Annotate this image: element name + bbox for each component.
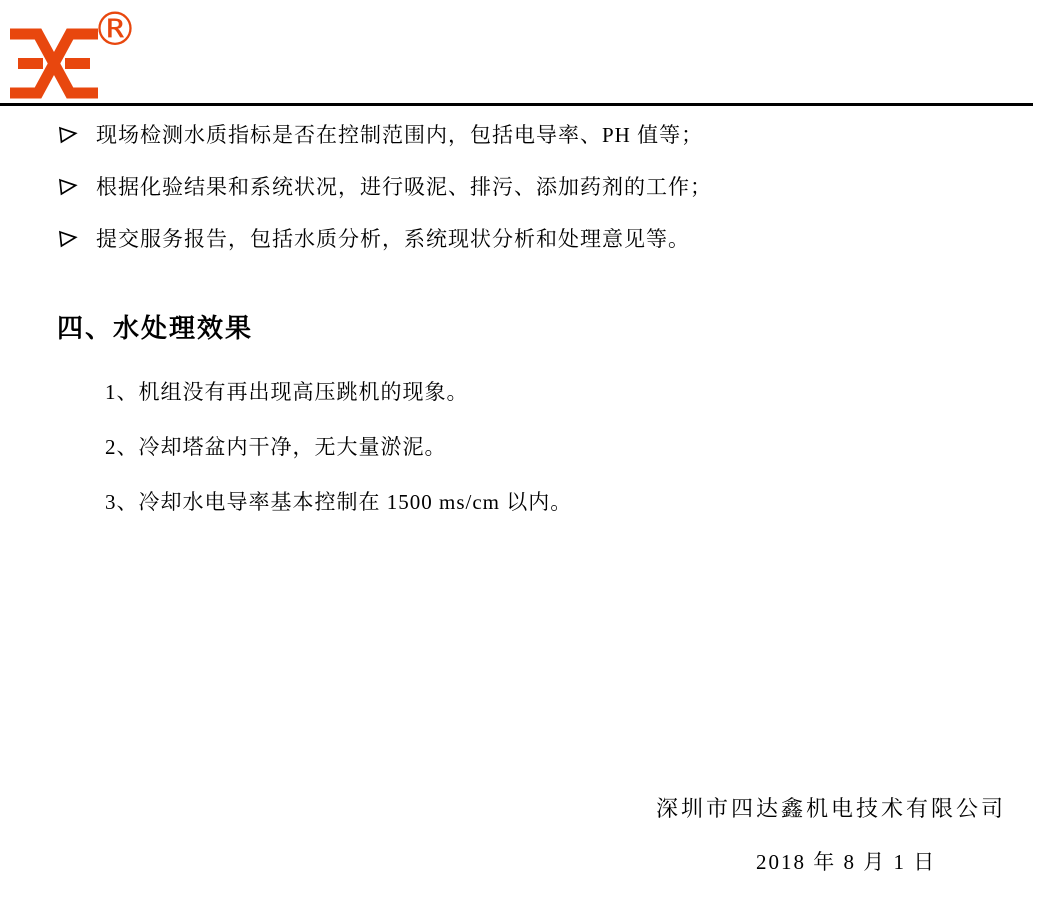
bullet-item-2 xyxy=(58,171,712,202)
bullet-text: 提交服务报告，包括水质分析，系统现状分析和处理意见等。 xyxy=(96,227,690,251)
registered-trademark-icon: ® xyxy=(92,2,138,56)
arrow-bullet-icon xyxy=(57,175,84,203)
header-divider xyxy=(0,103,1033,106)
bullet-text: 根据化验结果和系统状况，进行吸泥、排污、添加药剂的工作； xyxy=(96,175,712,199)
company-logo-icon xyxy=(8,27,100,100)
company-name: 深圳市四达鑫机电技术有限公司 xyxy=(656,796,1007,821)
section-heading: 四、水处理效果 xyxy=(57,314,254,343)
numbered-item-3: 3、冷却水电导率基本控制在 1500 ms/cm 以内。 xyxy=(105,490,573,514)
arrow-bullet-icon xyxy=(57,123,84,151)
logo-x-mark xyxy=(10,34,98,93)
numbered-item-1: 1、机组没有再出现高压跳机的现象。 xyxy=(105,380,469,404)
numbered-item-2: 2、冷却塔盆内干净，无大量淤泥。 xyxy=(105,435,447,459)
bullet-text: 现场检测水质指标是否在控制范围内，包括电导率、PH 值等； xyxy=(96,123,704,147)
bullet-item-1 xyxy=(58,119,703,150)
bullet-item-3 xyxy=(58,223,690,254)
signature-date: 2018 年 8 月 1 日 xyxy=(756,850,937,874)
arrow-bullet-icon xyxy=(57,227,84,255)
